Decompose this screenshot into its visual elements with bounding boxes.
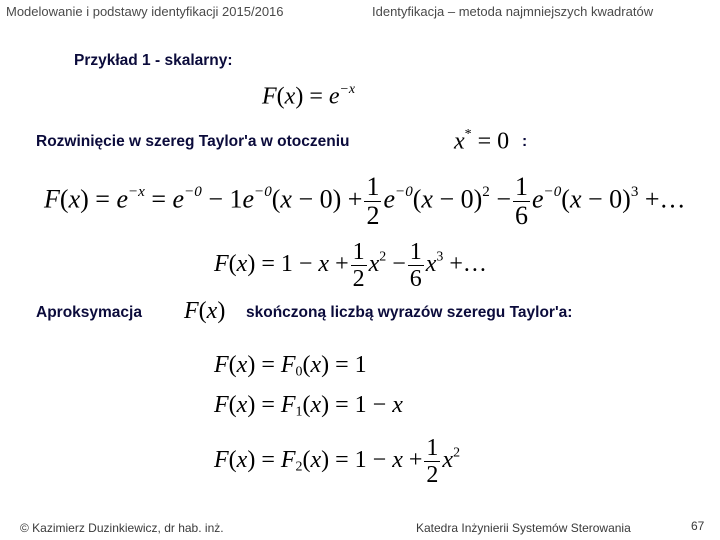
- header-topic-title: Identyfikacja – metoda najmniejszych kwadratów: [372, 4, 654, 19]
- taylor-full-formula: $F(x) = e^{-x} = e^{-0} - 1e^{-0}(x - 0)$ + $\frac{1}{2}$ $e^{-0}(x - 0)^2$ − $\frac{1}{6}$ $e^{-0}(x - 0)^3$ +…: [44, 172, 686, 230]
- approximation-order-1: $F(x) = F_1(x) = 1 - x$: [214, 392, 403, 420]
- approximation-symbol: F(x): [184, 298, 226, 324]
- approximation-order-0: $F(x) = F_0(x) = 1$: [214, 352, 367, 380]
- header-course-title: Modelowanie i podstawy identyfikacji 2015/2016: [6, 4, 284, 19]
- footer-author: © Kazimierz Duzinkiewicz, dr hab. inż.: [20, 521, 224, 535]
- expansion-point-formula: x* = 0: [454, 127, 510, 155]
- taylor-simplified-formula: F(x) = 1 − x + $\frac{1}{2}$ $x^2$ − $\frac{1}{6}$ $x^3$ +…: [214, 239, 487, 292]
- approximation-text: skończoną liczbą wyrazów szeregu Taylor'a:: [246, 304, 573, 321]
- taylor-intro-text: Rozwinięcie w szereg Taylor'a w otoczeniu: [36, 133, 350, 150]
- page-number: 67: [691, 519, 705, 533]
- formula-function: $F(x) = e^{-x}$: [262, 82, 356, 110]
- footer-department: Katedra Inżynierii Systemów Sterowania: [416, 521, 631, 535]
- expansion-point-colon: :: [522, 133, 528, 150]
- approximation-label: Aproksymacja: [36, 304, 142, 321]
- approximation-order-2: $F(x) = F_2(x) = 1 - x$ + $\frac{1}{2}$ $x^2$: [214, 435, 461, 488]
- example-title: Przykład 1 - skalarny:: [74, 52, 233, 69]
